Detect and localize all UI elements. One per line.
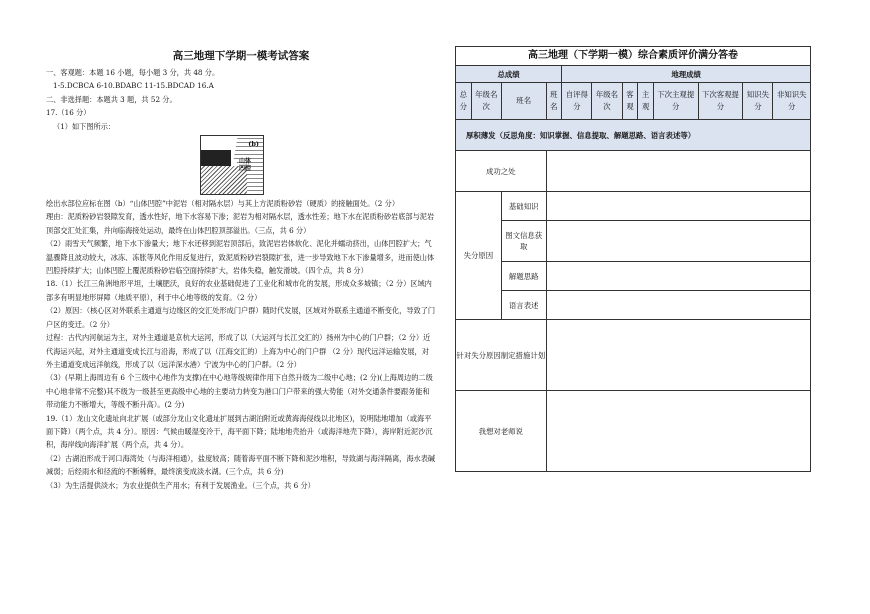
answer-key-panel bbox=[46, 48, 436, 492]
lose-item-field[interactable] bbox=[546, 192, 810, 221]
col-header: 年级名次 bbox=[471, 83, 501, 120]
body-line: 18.（1）长江三角洲地形平坦，土壤肥沃，良好的农业基础促进了工业化和城市化的发展，形成众多城镇；（2 分）区域内部多有明显地形屏障（地质平原），利于中心地等级的发育。（2 分） bbox=[46, 279, 432, 302]
body-line: （3）(早期上海周边有 6 个三级中心地作为支撑)在中心地等级规律作用下自然升级为二级中心地；(2 分)(上海周边的二级中心地非常不完整)其不级为一级甚至更高级中心地的主要动力转变为港口门户带来的强大势能（对外交通条件要跟务能和带动能力不断增大，等级不断升高）。(2 分) bbox=[46, 373, 433, 410]
success-label: 成功之处 bbox=[456, 151, 547, 192]
col-header: 年级名次 bbox=[592, 83, 622, 120]
lose-item-label: 图文信息获取 bbox=[501, 221, 546, 262]
col-header: 客观 bbox=[622, 83, 638, 120]
body-line: 绘出水部位应标在图（b）“山体凹腔”中泥岩（相对隔水层）与其上方泥质粉砂岩（硬质）的接触面处。（2 分） bbox=[46, 199, 400, 209]
body-line: （3）为生活提供淡水；为农业提供生产用水；有利于发展渔业。（三个点，共 6 分） bbox=[46, 480, 315, 490]
col-header: 班名 bbox=[546, 83, 562, 120]
reflection-header: 厚积薄发（反思角度：知识掌握、信息提取、解题思路、语言表述等） bbox=[456, 120, 811, 151]
lose-item-field[interactable] bbox=[546, 221, 810, 262]
body-line: 理由：泥质粉砂岩裂隙发育，透水性好，地下水容易下渗；泥岩为相对隔水层，透水性差；地下水在泥质粉砂岩底部与泥岩顶部交汇处汇集，并向临海接处运动，最终在山体凹腔顶部溢出。（三点，共 6 分） bbox=[46, 212, 435, 235]
sheet-title: 高三地理（下学期一模）综合素质评价满分答卷 bbox=[455, 46, 811, 65]
col-header: 知识失分 bbox=[743, 83, 773, 120]
figure-label-mountain: 山体 凹腔 bbox=[239, 158, 252, 173]
col-header: 非知识失分 bbox=[773, 83, 811, 120]
col-header: 主观 bbox=[638, 83, 654, 120]
lose-reason-label: 失分原因 bbox=[456, 192, 502, 320]
body-line: 19.（1）龙山文化遗址向北扩展（或部分龙山文化遗址扩展到古湖泊附近或黄海海侵线以北地区)，说明陆地增加（或海平面下降）（两个点，共 4 分）。原因：气候由暖湿变冷干，海平面下降；陆地地壳抬升（或海洋地壳下降），海岸附近泥沙沉积，海岸线向海洋扩展（两个点，共 4 分）。 bbox=[46, 413, 433, 450]
geology-figure bbox=[200, 135, 264, 195]
lose-item-label: 基础知识 bbox=[501, 192, 546, 221]
col-header: 下次客观提分 bbox=[698, 83, 743, 120]
answer-key-title: 高三地理下学期一模考试答案 bbox=[172, 50, 310, 62]
col-header: 下次主观提分 bbox=[653, 83, 698, 120]
question-17-header: 17.（16 分） bbox=[46, 108, 91, 118]
q17-part1-intro: （1）如下图所示： bbox=[53, 121, 116, 131]
score-table bbox=[455, 65, 811, 472]
body-line: （2）原因：（核心区对外联系主通道与边缘区的交汇处形成门户群）随时代发展，区域对外联系主通道不断变化，导致了门户区的变迁。（2 分） bbox=[46, 306, 436, 329]
teacher-label: 我想对老师说 bbox=[456, 391, 547, 472]
body-line: （2）古湖泊形成于河口海湾处（与海洋相通），盐度较高；随着海平面不断下降和泥沙堆积，导致湖与海洋隔离，海水表碱减弱；后经雨水和径流的不断稀释，最终演变成淡水湖。(三个点，共 6 分) bbox=[46, 453, 436, 477]
body-line: （2）雨雪天气频繁，地下水下渗量大；地下水还移到泥岩顶部后，致泥岩岩体软化、泥化并蠕动挤出，山体凹腔扩大；气温骤降且波动较大，冰冻、冻胀等风化作用反复进行，致泥质粉砂岩裂隙扩张，进一步导致地下水下渗量增多，进而使山体凹腔持续扩大；山体凹腔上覆泥质粉砂岩临空面持续扩大，岩体失稳，触发滑坡。（四个点，共 8 分） bbox=[46, 239, 435, 276]
measures-label: 针对失分原因制定措施计划 bbox=[456, 320, 547, 391]
col-header: 班名 bbox=[501, 83, 546, 120]
objective-summary: 一、客观题：本题 16 小题，每小题 3 分，共 48 分。 bbox=[46, 68, 220, 77]
success-field[interactable] bbox=[546, 151, 810, 192]
objective-answers: 1-5.DCBCA 6-10.BDABC 11-15.BDCAD 16.A bbox=[53, 81, 214, 91]
figure-mudstone bbox=[201, 150, 231, 166]
teacher-field[interactable] bbox=[546, 391, 810, 472]
col-header: 总分 bbox=[456, 83, 472, 120]
figure-label-b: (b) bbox=[248, 140, 259, 149]
lose-item-label: 语言表述 bbox=[501, 291, 546, 320]
subjective-summary: 二、非选择题：本题共 3 题，共 52 分。 bbox=[46, 94, 177, 104]
group-geo: 地理成绩 bbox=[562, 66, 811, 83]
body-line: 过程：古代内河航运为主，对外主通道是京杭大运河，形成了以（大运河与长江交汇的）扬州为中心的门户群；（2 分）近代海运兴起，对外主通道变成长江与沿海，形成了以（江海交汇的）上海为中心的门户群 （2 分）现代远洋运输发展，对外主通道变成远洋航线，形成了以（远洋深水港）宁波为中心的门户群。（2 分） bbox=[46, 333, 431, 369]
lose-item-label: 解题思路 bbox=[501, 262, 546, 291]
measures-field[interactable] bbox=[546, 320, 810, 391]
group-total: 总成绩 bbox=[456, 66, 562, 83]
evaluation-sheet bbox=[455, 46, 811, 472]
lose-item-field[interactable] bbox=[546, 291, 810, 320]
col-header: 自评得分 bbox=[562, 83, 592, 120]
lose-item-field[interactable] bbox=[546, 262, 810, 291]
